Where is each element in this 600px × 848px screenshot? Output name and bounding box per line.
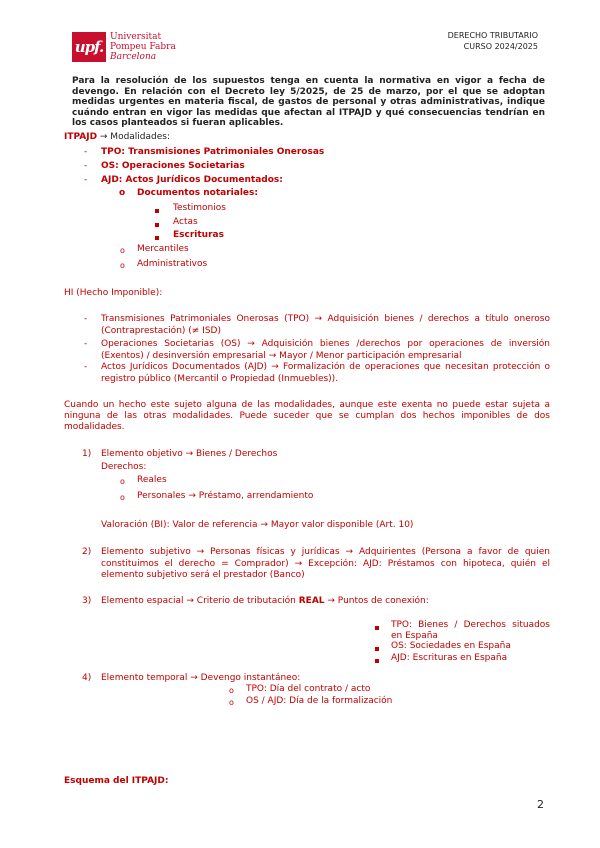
course-header — [448, 30, 538, 52]
hi-heading: HI (Hecho Imponible): — [64, 288, 163, 298]
dash-bullet: - — [84, 175, 88, 185]
upf-logo-text — [110, 32, 176, 62]
espacial-post: → Puntos de conexión: — [324, 596, 429, 606]
subject-title: DERECHO TRIBUTARIO — [447, 31, 538, 40]
circle-bullet: o — [229, 698, 234, 707]
item-administrativos: Administrativos — [137, 259, 208, 269]
element-number: 1) — [82, 449, 92, 459]
circle-bullet: o — [119, 188, 126, 198]
conexion-tpo: TPO: Bienes / Derechos situados en España — [391, 620, 550, 641]
modalidad-os: OS: Operaciones Societarias — [101, 161, 245, 171]
temporal-tpo: TPO: Día del contrato / acto — [246, 684, 371, 694]
circle-bullet: o — [120, 261, 125, 270]
hi-item-os: Operaciones Societarias (OS) → Adquisición bienes /derechos por operaciones de inversión (Exentos) / desinversión empresarial → Mayor / Menor participación empresarial — [101, 339, 550, 361]
espacial-real: REAL — [298, 596, 325, 606]
conexion-ajd: AJD: Escrituras en España — [391, 653, 508, 663]
conexion-os: OS: Sociedades en España — [391, 641, 511, 651]
item-escrituras: Escrituras — [173, 230, 224, 240]
item-actas: Actas — [173, 217, 198, 227]
elemento-subjetivo: Elemento subjetivo → Personas físicas y jurídicas → Adquirientes (Persona a favor de quien constituimos el derecho = Comprador) → Excepción: AJD: Préstamos con hipoteca, quién el elemento subjetivo será el prestador (Banco) — [101, 547, 550, 580]
derechos-label: Derechos: — [101, 462, 147, 472]
dash-bullet: - — [84, 339, 88, 349]
modalidad-tpo: TPO: Transmisiones Patrimoniales Onerosas — [101, 147, 325, 157]
elemento-objetivo: Elemento objetivo → Bienes / Derechos — [101, 449, 278, 459]
dash-bullet: - — [84, 314, 88, 324]
item-mercantiles: Mercantiles — [137, 244, 189, 254]
item-reales: Reales — [137, 475, 167, 485]
circle-bullet: o — [120, 246, 125, 255]
modalidad-ajd: AJD: Actos Jurídicos Documentados: — [101, 175, 283, 185]
square-bullet — [155, 233, 159, 243]
esquema-heading: Esquema del ITPAJD: — [64, 776, 169, 786]
logo-line-1: Universitat — [110, 32, 162, 42]
dash-bullet: - — [84, 362, 88, 372]
dash-bullet: - — [84, 161, 88, 171]
upf-logo-mark: upf. — [72, 32, 106, 62]
page-number: 2 — [537, 798, 544, 811]
itpajd-label: ITPAJD — [64, 132, 98, 142]
element-number: 4) — [82, 673, 92, 683]
logo-line-3: Barcelona — [110, 52, 157, 62]
valoracion-text: Valoración (BI): Valor de referencia → Mayor valor disponible (Art. 10) — [101, 520, 414, 530]
documentos-notariales: Documentos notariales: — [137, 188, 258, 198]
espacial-pre: Elemento espacial → Criterio de tributación — [101, 596, 299, 606]
element-number: 3) — [82, 596, 92, 606]
elemento-temporal: Elemento temporal → Devengo instantáneo: — [101, 673, 301, 683]
square-bullet — [375, 656, 379, 666]
logo-line-2: Pompeu Fabra — [110, 42, 176, 52]
intro-paragraph: Para la resolución de los supuestos tenga en cuenta la normativa en vigor a fecha de devengo. En relación con el Decreto ley 5/2025, de 25 de marzo, por el que se adoptan medidas urgentes en materia fiscal, de gastos de personal y otras administrativas, indique cuándo entran en vigor las medidas que afectan al ITPAJD y qué consecuencias tendrían en los casos planteados si fueran aplicables. — [72, 76, 545, 128]
modalidades-label: → Modalidades: — [97, 132, 171, 142]
square-bullet — [375, 644, 379, 654]
note-paragraph: Cuando un hecho este sujeto alguna de las modalidades, aunque este exenta no puede estar sujeta a ninguna de las otras modalidades. Puede suceder que se cumplan dos hechos imponibles de dos modalidades. — [64, 400, 550, 432]
square-bullet — [155, 206, 159, 216]
circle-bullet: o — [229, 686, 234, 695]
circle-bullet: o — [120, 477, 125, 486]
square-bullet — [155, 220, 159, 230]
item-personales: Personales → Préstamo, arrendamiento — [137, 491, 314, 501]
modalidades-heading — [64, 132, 170, 143]
element-number: 2) — [82, 547, 92, 557]
temporal-os-ajd: OS / AJD: Día de la formalización — [246, 696, 393, 706]
circle-bullet: o — [120, 493, 125, 502]
dash-bullet: - — [84, 147, 88, 157]
elemento-espacial — [101, 596, 429, 607]
square-bullet — [375, 623, 379, 633]
item-testimonios: Testimonios — [173, 203, 226, 213]
hi-item-ajd: Actos Jurídicos Documentados (AJD) → Formalización de operaciones que necesitan protección o registro público (Mercantil o Propiedad (Inmuebles)). — [101, 362, 550, 384]
course-year: CURSO 2024/2025 — [463, 42, 538, 51]
hi-item-tpo: Transmisiones Patrimoniales Onerosas (TPO) → Adquisición bienes / derechos a título oneroso (Contraprestación) (≠ ISD) — [101, 314, 550, 336]
